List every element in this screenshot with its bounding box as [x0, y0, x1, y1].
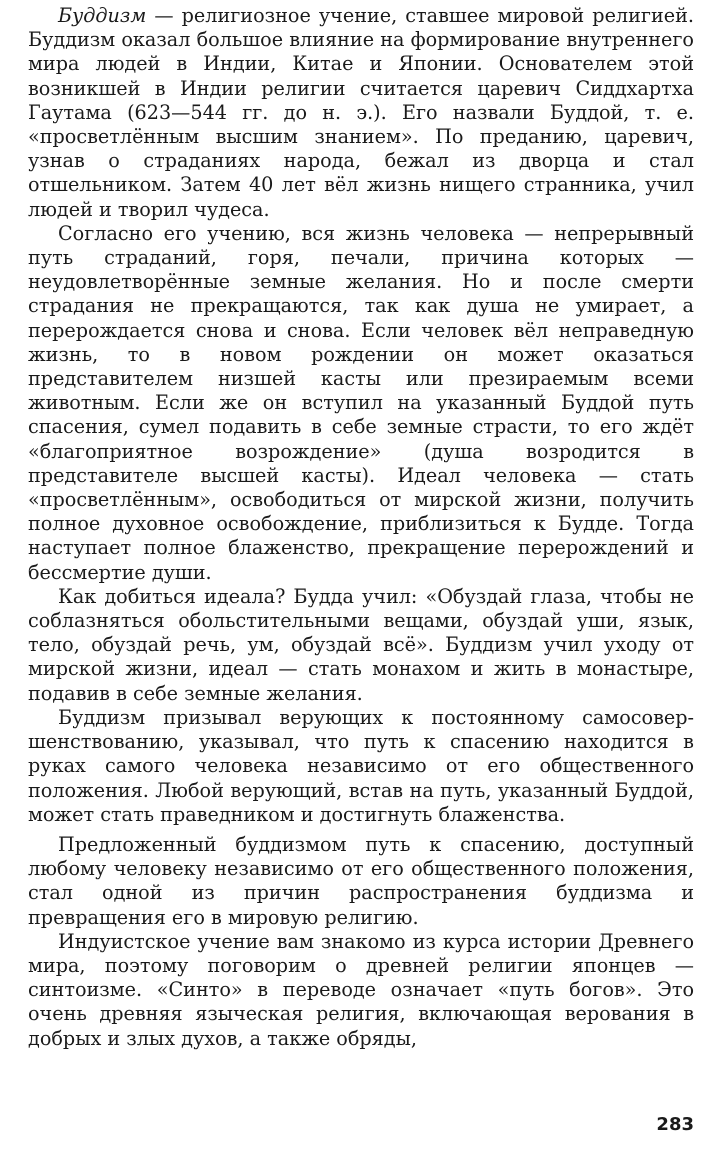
paragraph-buddhism-intro-text: — религиозное учение, ставшее мировой религией. Буддизм оказал большое влияние на формирование внутреннего мира людей в Индии, Китае и Японии. Основателем этой возникшей в Индии религии считается царевич Сиддхартха Гаутама (623—544 гг. до н. э.). Его назвали Буддой, т. е. «просветлённым высшим знанием». По преданию, царевич, узнав о страданиях народа, бежал из дворца и стал отшельником. Затем 40 лет вёл жизнь нищего странника, учил людей и творил чудеса.	[28, 4, 694, 221]
term-buddhism: Буддизм	[58, 4, 147, 27]
paragraph-path-to-salvation: Предложенный буддизмом путь к спасению, доступный любому человеку независимо от его общественного положения, стал одной из причин распространения буддизма и превращения его в мировую религию.	[28, 832, 694, 929]
paragraph-self-improvement: Буддизм призывал верующих к постоянному самосовершенствованию, указывал, что путь к спасению находится в руках самого человека независимо от его общественного положения. Любой верующий, встав на путь, указанный Буддой, может стать праведником и достигнуть блаженства.	[28, 705, 694, 826]
page-number: 283	[656, 1114, 694, 1135]
paragraph-buddhism-intro	[28, 4, 694, 222]
book-page	[28, 4, 694, 1164]
paragraph-how-to-reach-ideal: Как добиться идеала? Будда учил: «Обуздай глаза, чтобы не соблазняться обольстительными вещами, обуздай уши, язык, тело, обуздай речь, ум, обуздай всё». Буддизм учил уходу от мирской жизни, идеал — стать монахом и жить в монастыре, подавив в себе земные желания.	[28, 584, 694, 705]
paragraph-buddhist-teaching: Согласно его учению, вся жизнь человека — непрерывный путь страданий, горя, печали, причина которых — неудовлетворённые земные желания. Но и после смерти страдания не прекращаются, так как душа не умирает, а перерождается снова и снова. Если человек вёл неправедную жизнь, то в новом рождении он может оказаться представителем низшей касты или презираемым всеми животным. Если же он вступил на указанный Буддой путь спасения, сумел подавить в себе земные страсти, то его ждёт «благоприятное возрождение» (душа возродится в представителе высшей касты). Идеал человека — стать «просветлённым», освободиться от мирской жизни, получить полное духовное освобождение, приблизиться к Будде. Тогда наступает полное блаженство, прекращение перерождений и бессмертие души.	[28, 221, 694, 584]
paragraph-shinto: Индуистское учение вам знакомо из курса истории Древнего мира, поэтому поговорим о древней религии японцев — синтоизме. «Синто» в переводе означает «путь богов». Это очень древняя языческая религия, включающая верования в добрых и злых духов, а также обряды,	[28, 929, 694, 1050]
